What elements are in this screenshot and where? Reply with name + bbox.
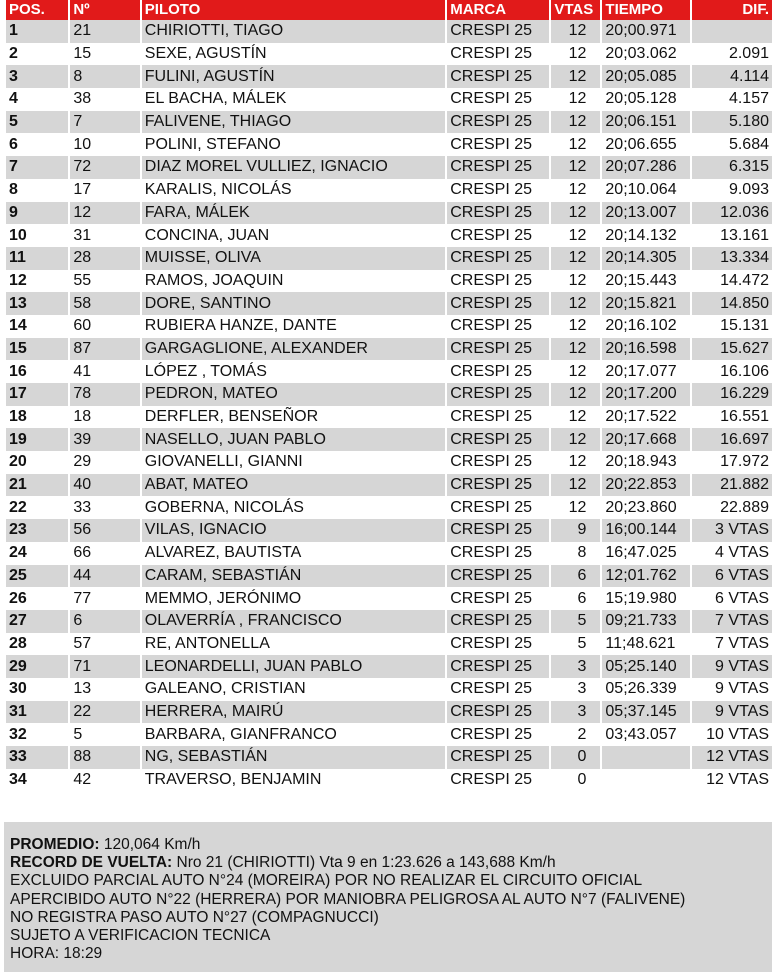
row-position: 18	[9, 408, 27, 426]
table-row	[6, 270, 772, 293]
row-time: 20;17.200	[602, 383, 690, 406]
row-car-number: 6	[70, 610, 139, 633]
row-driver-name: LEONARDELLI, JUAN PABLO	[142, 655, 445, 678]
row-brand: CRESPI 25	[447, 519, 549, 542]
results-table	[4, 0, 774, 791]
row-driver-name: HERRERA, MAIRÚ	[142, 701, 445, 724]
notes-box	[4, 822, 772, 972]
spacer	[0, 796, 776, 822]
row-laps: 5	[551, 610, 600, 633]
row-position: 12	[9, 271, 27, 289]
header-marca: MARCA	[447, 0, 549, 20]
note-line: NO REGISTRA PASO AUTO N°27 (COMPAGNUCCI)	[10, 908, 379, 926]
row-brand: CRESPI 25	[450, 408, 533, 426]
row-time: 20;05.085	[602, 65, 690, 88]
header-pos: POS.	[6, 0, 68, 20]
row-time: 09;21.733	[602, 610, 690, 633]
table-row	[6, 678, 772, 701]
row-difference: 13.334	[692, 247, 772, 270]
table-row	[6, 587, 772, 610]
row-time: 03;43.057	[605, 725, 677, 743]
row-brand: CRESPI 25	[450, 544, 533, 562]
row-position: 9	[6, 202, 68, 225]
table-row	[6, 338, 772, 361]
row-time: 20;05.128	[605, 90, 677, 108]
row-laps: 12	[551, 292, 600, 315]
row-laps: 3	[551, 655, 600, 678]
table-row	[6, 224, 772, 247]
table-row	[6, 701, 772, 724]
table-row	[6, 428, 772, 451]
table-row	[6, 723, 772, 746]
row-difference: 22.889	[720, 498, 769, 516]
row-brand: CRESPI 25	[447, 292, 549, 315]
row-laps: 12	[551, 202, 600, 225]
row-position: 2	[9, 45, 18, 63]
row-position: 7	[6, 156, 68, 179]
table-row	[6, 202, 772, 225]
row-laps: 12	[551, 20, 600, 43]
row-car-number: 21	[70, 20, 139, 43]
row-position: 3	[6, 65, 68, 88]
row-difference: 12.036	[692, 202, 772, 225]
row-brand: CRESPI 25	[450, 317, 533, 335]
row-laps: 12	[568, 135, 587, 153]
row-car-number: 31	[73, 226, 92, 244]
row-car-number: 18	[73, 408, 92, 426]
row-driver-name: GARGAGLIONE, ALEXANDER	[142, 338, 445, 361]
row-brand: CRESPI 25	[450, 589, 533, 607]
row-driver-name: CARAM, SEBASTIÁN	[142, 565, 445, 588]
row-driver-name: DIAZ MOREL VULLIEZ, IGNACIO	[142, 156, 445, 179]
row-time: 20;17.077	[605, 362, 677, 380]
row-driver-name: GIOVANELLI, GIANNI	[144, 453, 303, 471]
row-car-number: 12	[70, 202, 139, 225]
row-time: 20;18.943	[605, 453, 677, 471]
row-position: 11	[6, 247, 68, 270]
row-position: 13	[6, 292, 68, 315]
row-brand: CRESPI 25	[450, 135, 533, 153]
row-difference: 7 VTAS	[692, 610, 772, 633]
row-position: 26	[9, 589, 27, 607]
promedio-value: 120,064 Km/h	[99, 836, 201, 853]
row-car-number: 33	[73, 498, 92, 516]
row-driver-name: FALIVENE, THIAGO	[142, 111, 445, 134]
row-car-number: 42	[73, 771, 92, 789]
table-row	[6, 20, 772, 43]
row-brand: CRESPI 25	[447, 383, 549, 406]
row-difference: 6 VTAS	[715, 589, 769, 607]
row-difference: 15.627	[692, 338, 772, 361]
row-laps: 12	[568, 362, 587, 380]
row-brand: CRESPI 25	[450, 90, 533, 108]
row-time: 20;14.305	[602, 247, 690, 270]
row-difference: 9 VTAS	[692, 655, 772, 678]
row-laps: 6	[551, 565, 600, 588]
row-driver-name: RE, ANTONELLA	[144, 634, 270, 652]
row-laps: 6	[577, 589, 587, 607]
row-difference: 14.850	[692, 292, 772, 315]
row-brand: CRESPI 25	[447, 428, 549, 451]
row-brand: CRESPI 25	[447, 156, 549, 179]
header-piloto: PILOTO	[142, 0, 445, 20]
table-row	[6, 65, 772, 88]
row-brand: CRESPI 25	[447, 701, 549, 724]
row-car-number: 44	[70, 565, 139, 588]
row-time	[602, 746, 690, 769]
row-driver-name: TRAVERSO, BENJAMIN	[144, 771, 322, 789]
row-difference: 14.472	[720, 271, 769, 289]
row-car-number: 15	[73, 45, 92, 63]
row-car-number: 13	[73, 680, 92, 698]
row-difference: 9 VTAS	[692, 701, 772, 724]
row-difference: 12 VTAS	[692, 746, 772, 769]
row-brand: CRESPI 25	[450, 362, 533, 380]
table-row	[6, 360, 772, 383]
row-time: 05;25.140	[602, 655, 690, 678]
row-position: 24	[9, 544, 27, 562]
row-brand: CRESPI 25	[447, 65, 549, 88]
row-position: 8	[9, 181, 18, 199]
table-row	[6, 496, 772, 519]
row-car-number: 57	[73, 634, 92, 652]
header-tiempo: TIEMPO	[602, 0, 690, 20]
row-position: 34	[9, 771, 27, 789]
row-position: 25	[6, 565, 68, 588]
row-difference: 10 VTAS	[706, 725, 769, 743]
row-difference: 2.091	[728, 45, 769, 63]
table-header	[6, 0, 772, 20]
row-laps: 3	[551, 701, 600, 724]
row-brand: CRESPI 25	[450, 498, 533, 516]
row-brand: CRESPI 25	[447, 565, 549, 588]
row-laps: 12	[551, 428, 600, 451]
row-driver-name: GOBERNA, NICOLÁS	[144, 498, 304, 516]
row-car-number: 41	[73, 362, 92, 380]
row-laps: 12	[568, 453, 587, 471]
row-car-number: 17	[73, 181, 92, 199]
row-driver-name: CHIRIOTTI, TIAGO	[142, 20, 445, 43]
row-position: 28	[9, 634, 27, 652]
table-row	[6, 655, 772, 678]
row-position: 29	[6, 655, 68, 678]
row-position: 15	[6, 338, 68, 361]
row-difference: 5.684	[728, 135, 769, 153]
table-row	[6, 133, 772, 156]
row-position: 31	[6, 701, 68, 724]
row-position: 5	[6, 111, 68, 134]
row-driver-name: BARBARA, GIANFRANCO	[144, 725, 337, 743]
row-car-number: 38	[73, 90, 92, 108]
row-time: 05;37.145	[602, 701, 690, 724]
table-row	[6, 156, 772, 179]
row-position: 6	[9, 135, 18, 153]
row-car-number: 28	[70, 247, 139, 270]
row-difference	[692, 20, 772, 43]
table-row	[6, 633, 772, 656]
row-position: 16	[9, 362, 27, 380]
row-driver-name: ABAT, MATEO	[142, 474, 445, 497]
row-brand: CRESPI 25	[450, 226, 533, 244]
row-brand: CRESPI 25	[447, 655, 549, 678]
table-row	[6, 451, 772, 474]
row-brand: CRESPI 25	[447, 202, 549, 225]
row-driver-name: MUISSE, OLIVA	[142, 247, 445, 270]
table-row	[6, 43, 772, 66]
row-laps: 5	[577, 634, 587, 652]
row-position: 23	[6, 519, 68, 542]
row-brand: CRESPI 25	[447, 20, 549, 43]
record-line	[10, 854, 766, 872]
row-difference: 9 VTAS	[715, 680, 769, 698]
row-driver-name: EL BACHA, MÁLEK	[144, 90, 287, 108]
row-brand: CRESPI 25	[450, 271, 533, 289]
row-time: 05;26.339	[605, 680, 677, 698]
row-driver-name: KARALIS, NICOLÁS	[144, 181, 292, 199]
row-difference: 16.697	[692, 428, 772, 451]
header-num: Nº	[70, 0, 139, 20]
row-time: 12;01.762	[602, 565, 690, 588]
row-position: 20	[9, 453, 27, 471]
row-laps: 12	[568, 45, 587, 63]
note-line: EXCLUIDO PARCIAL AUTO N°24 (MOREIRA) POR NO REALIZAR EL CIRCUITO OFICIAL	[10, 872, 643, 890]
row-position: 1	[6, 20, 68, 43]
row-difference: 5.180	[692, 111, 772, 134]
row-brand: CRESPI 25	[447, 746, 549, 769]
row-laps: 3	[577, 680, 587, 698]
table-row	[6, 383, 772, 406]
row-car-number: 78	[70, 383, 139, 406]
row-laps: 12	[568, 90, 587, 108]
row-time: 20;03.062	[605, 45, 677, 63]
note-line: APERCIBIDO AUTO N°22 (HERRERA) POR MANIOBRA PELIGROSA AL AUTO N°7 (FALIVENE)	[10, 890, 686, 908]
row-car-number: 77	[73, 589, 92, 607]
row-car-number: 66	[73, 544, 92, 562]
row-difference: 3 VTAS	[692, 519, 772, 542]
row-time: 20;17.668	[602, 428, 690, 451]
row-position: 30	[9, 680, 27, 698]
row-driver-name: FARA, MÁLEK	[142, 202, 445, 225]
row-difference: 12 VTAS	[706, 771, 769, 789]
table-row	[6, 610, 772, 633]
header-dif: DIF.	[692, 0, 772, 20]
row-car-number: 72	[70, 156, 139, 179]
row-difference: 13.161	[720, 226, 769, 244]
row-brand: CRESPI 25	[450, 771, 533, 789]
row-car-number: 88	[70, 746, 139, 769]
row-car-number: 29	[73, 453, 92, 471]
record-label: RECORD DE VUELTA:	[10, 854, 173, 872]
row-position: 33	[6, 746, 68, 769]
row-difference: 15.131	[720, 317, 769, 335]
row-car-number: 8	[70, 65, 139, 88]
row-position: 27	[6, 610, 68, 633]
table-row	[6, 88, 772, 111]
row-laps: 0	[577, 771, 587, 789]
row-driver-name: SEXE, AGUSTÍN	[144, 45, 267, 63]
row-time: 15;19.980	[605, 589, 677, 607]
row-driver-name: GALEANO, CRISTIAN	[144, 680, 306, 698]
row-brand: CRESPI 25	[450, 725, 533, 743]
row-brand: CRESPI 25	[447, 247, 549, 270]
row-brand: CRESPI 25	[450, 634, 533, 652]
row-difference: 4.114	[692, 65, 772, 88]
row-driver-name: DORE, SANTINO	[142, 292, 445, 315]
row-car-number: 7	[70, 111, 139, 134]
row-driver-name: MEMMO, JERÓNIMO	[144, 589, 302, 607]
row-driver-name: RAMOS, JOAQUIN	[144, 271, 284, 289]
table-row	[6, 315, 772, 338]
note-line: HORA: 18:29	[10, 945, 103, 963]
header-vtas: VTAS	[551, 0, 600, 20]
table-row	[6, 406, 772, 429]
row-time	[602, 769, 690, 792]
row-position: 17	[6, 383, 68, 406]
row-brand: CRESPI 25	[450, 680, 533, 698]
row-position: 32	[9, 725, 27, 743]
row-car-number: 22	[70, 701, 139, 724]
row-brand: CRESPI 25	[447, 338, 549, 361]
table-row	[6, 519, 772, 542]
row-difference: 6.315	[692, 156, 772, 179]
row-brand: CRESPI 25	[450, 453, 533, 471]
row-laps: 12	[568, 408, 587, 426]
row-brand: CRESPI 25	[447, 610, 549, 633]
row-laps: 8	[577, 544, 587, 562]
row-car-number: 55	[73, 271, 92, 289]
table-body	[6, 20, 772, 791]
row-laps: 9	[551, 519, 600, 542]
row-driver-name: LÓPEZ , TOMÁS	[144, 362, 267, 380]
row-position: 19	[6, 428, 68, 451]
row-driver-name: POLINI, STEFANO	[144, 135, 281, 153]
row-car-number: 39	[70, 428, 139, 451]
row-difference: 16.229	[692, 383, 772, 406]
row-laps: 12	[568, 271, 587, 289]
table-row	[6, 111, 772, 134]
table-row	[6, 292, 772, 315]
row-car-number: 87	[70, 338, 139, 361]
row-position: 4	[9, 90, 18, 108]
row-time: 20;22.853	[602, 474, 690, 497]
row-car-number: 71	[70, 655, 139, 678]
row-laps: 12	[551, 338, 600, 361]
row-difference: 4 VTAS	[715, 544, 769, 562]
row-time: 20;07.286	[602, 156, 690, 179]
row-driver-name: NG, SEBASTIÁN	[142, 746, 445, 769]
row-driver-name: ALVAREZ, BAUTISTA	[144, 544, 302, 562]
row-position: 14	[9, 317, 27, 335]
row-brand: CRESPI 25	[450, 45, 533, 63]
row-car-number: 10	[73, 135, 92, 153]
row-position: 10	[9, 226, 27, 244]
row-time: 20;13.007	[602, 202, 690, 225]
row-time: 20;15.443	[605, 271, 677, 289]
row-laps: 2	[577, 725, 587, 743]
row-time: 16;00.144	[602, 519, 690, 542]
table-row	[6, 542, 772, 565]
row-difference: 16.106	[720, 362, 769, 380]
row-laps: 12	[568, 498, 587, 516]
table-row	[6, 746, 772, 769]
table-row	[6, 179, 772, 202]
row-driver-name: RUBIERA HANZE, DANTE	[144, 317, 337, 335]
record-value: Nro 21 (CHIRIOTTI) Vta 9 en 1:23.626 a 143,688 Km/h	[172, 854, 556, 872]
row-car-number: 58	[70, 292, 139, 315]
row-time: 20;23.860	[605, 498, 677, 516]
row-time: 20;06.655	[605, 135, 677, 153]
row-position: 22	[9, 498, 27, 516]
row-brand: CRESPI 25	[450, 181, 533, 199]
row-laps: 12	[551, 156, 600, 179]
row-difference: 7 VTAS	[715, 634, 769, 652]
row-time: 20;16.102	[605, 317, 677, 335]
row-time: 16;47.025	[605, 544, 677, 562]
note-line: SUJETO A VERIFICACION TECNICA	[10, 927, 271, 945]
table-row	[6, 769, 772, 792]
row-driver-name: NASELLO, JUAN PABLO	[142, 428, 445, 451]
row-driver-name: VILAS, IGNACIO	[142, 519, 445, 542]
row-time: 20;16.598	[602, 338, 690, 361]
row-laps: 12	[551, 65, 600, 88]
row-time: 20;15.821	[602, 292, 690, 315]
row-time: 20;06.151	[602, 111, 690, 134]
row-car-number: 5	[73, 725, 83, 743]
row-brand: CRESPI 25	[447, 111, 549, 134]
row-time: 20;17.522	[605, 408, 677, 426]
table-row	[6, 565, 772, 588]
row-difference: 6 VTAS	[692, 565, 772, 588]
row-car-number: 56	[70, 519, 139, 542]
row-car-number: 40	[70, 474, 139, 497]
table-row	[6, 474, 772, 497]
row-laps: 12	[551, 383, 600, 406]
row-time: 20;10.064	[605, 181, 677, 199]
row-laps: 12	[568, 317, 587, 335]
row-laps: 12	[551, 247, 600, 270]
row-time: 20;00.971	[602, 20, 690, 43]
promedio-line	[10, 836, 766, 854]
row-car-number: 60	[73, 317, 92, 335]
row-time: 11;48.621	[605, 634, 676, 652]
row-position: 21	[6, 474, 68, 497]
row-driver-name: CONCINA, JUAN	[144, 226, 270, 244]
row-driver-name: OLAVERRÍA , FRANCISCO	[142, 610, 445, 633]
row-time: 20;14.132	[605, 226, 677, 244]
promedio-label: PROMEDIO:	[10, 836, 100, 853]
row-difference: 17.972	[720, 453, 769, 471]
row-difference: 4.157	[728, 90, 769, 108]
row-difference: 9.093	[728, 181, 769, 199]
row-brand: CRESPI 25	[447, 474, 549, 497]
row-laps: 0	[551, 746, 600, 769]
row-driver-name: PEDRON, MATEO	[142, 383, 445, 406]
row-difference: 16.551	[720, 408, 769, 426]
row-driver-name: FULINI, AGUSTÍN	[142, 65, 445, 88]
row-driver-name: DERFLER, BENSEÑOR	[144, 408, 319, 426]
row-difference: 21.882	[692, 474, 772, 497]
table-row	[6, 247, 772, 270]
row-laps: 12	[568, 226, 587, 244]
row-laps: 12	[568, 181, 587, 199]
row-laps: 12	[551, 111, 600, 134]
row-laps: 12	[551, 474, 600, 497]
